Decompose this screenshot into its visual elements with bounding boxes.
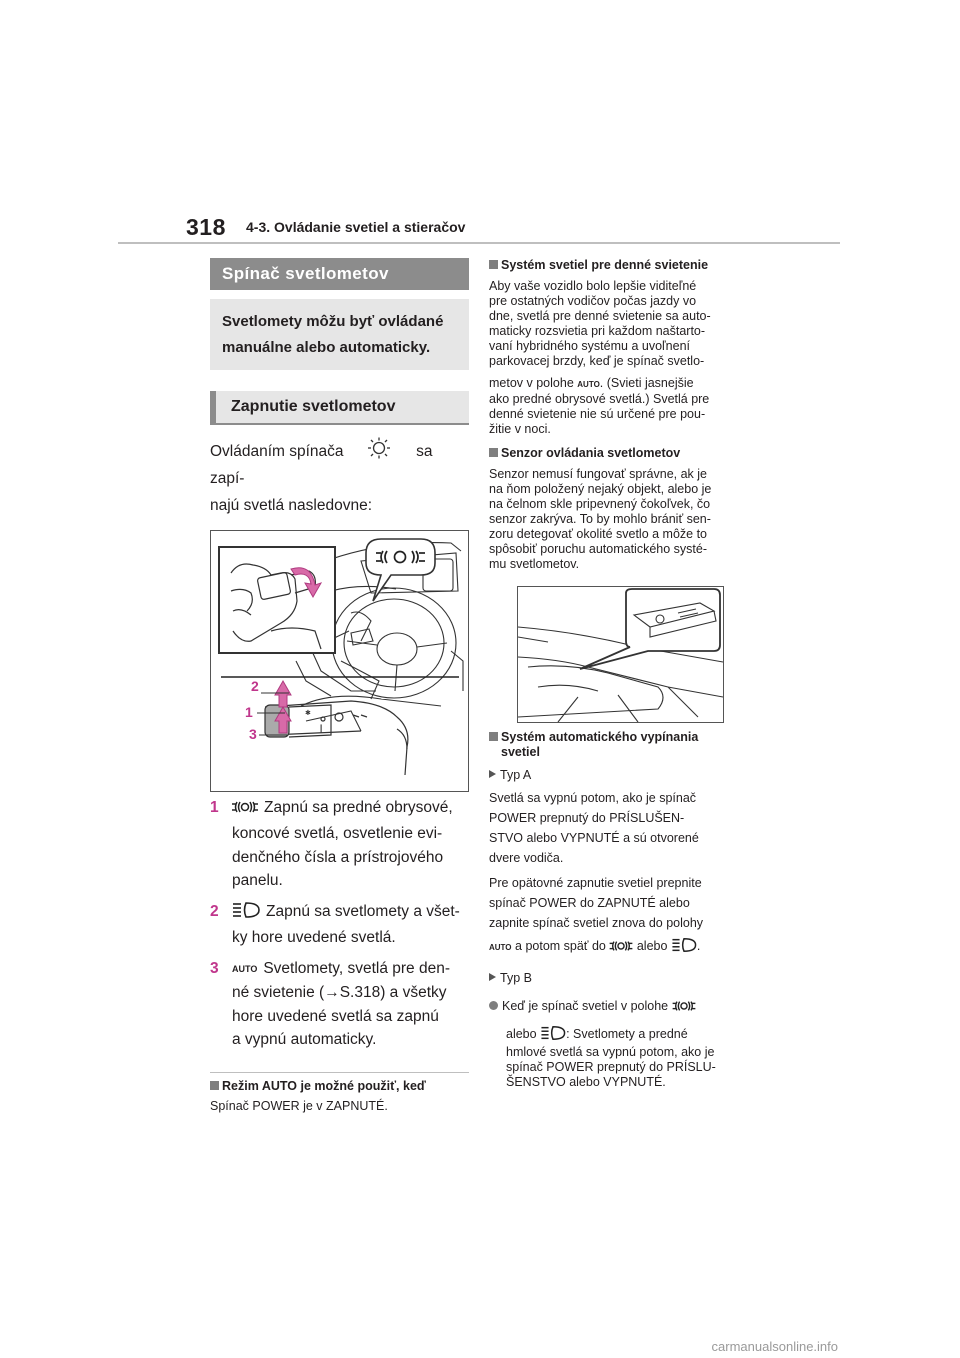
chapter-title: 4-3. Ovládanie svetiel a stieračov [246, 219, 466, 235]
drl-line: parkovacej brzdy, keď je spínač svetlo- [489, 354, 705, 368]
sensor-line: senzor zakrýva. To by mohlo brániť sen- [489, 512, 711, 526]
square-bullet-icon [489, 448, 498, 457]
type-a-line: STVO alebo VYPNUTÉ a sú otvorené [489, 831, 699, 845]
drl-line: dne, svetlá pre denné svietenie sa auto- [489, 309, 711, 323]
type-b-bullet [489, 999, 757, 1090]
bullet-line-b: alebo [506, 1027, 537, 1041]
item-1-number: 1 [210, 798, 219, 816]
item-1-line-2: koncové svetlá, osvetlenie evi- [232, 825, 443, 842]
note-title [210, 1079, 469, 1094]
triangle-bullet-icon [489, 770, 496, 778]
section-title: Zapnutie svetlometov [210, 391, 469, 425]
bullet-line-a: Keď je spínač svetiel v polohe [502, 999, 669, 1013]
headlight-icon [671, 937, 697, 959]
parking-lights-icon [672, 999, 696, 1017]
drl-line: denné svietenie nie sú určené pre pou- [489, 407, 706, 421]
box-title: Spínač svetlometov [210, 258, 469, 290]
headlight-icon [540, 1025, 566, 1045]
item-1 [210, 796, 469, 893]
sensor-line: na ňom položený nejaký objekt, alebo je [489, 482, 712, 496]
type-a-line: dvere vodiča. [489, 851, 564, 865]
light-sensor-figure [517, 586, 724, 723]
drl-line: ako predné obrysové svetlá.) Svetlá pre [489, 392, 710, 406]
drl-title-text: Systém svetiel pre denné svietenie [501, 258, 709, 272]
box-intro: Svetlomety môžu byť ovládané manuálne alebo automaticky. [210, 299, 469, 370]
item-3-line-2: né svietenie (→S.318) a všetky [232, 984, 447, 1001]
reset-line: spínač POWER do ZAPNUTÉ alebo [489, 896, 690, 910]
sensor-line: na čelnom skle pripevnený čokoľvek, čo [489, 497, 711, 511]
drl-line: maticky rozsvietia pri každom naštarto- [489, 324, 706, 338]
svg-text:✱: ✱ [305, 709, 311, 717]
item-1-line-1: Zapnú sa predné obrysové, [264, 798, 453, 816]
sensor-line: mu svetlometov. [489, 557, 580, 571]
bullet-line: ŠENSTVO alebo VYPNUTÉ. [506, 1075, 666, 1089]
figure-label-3: 3 [249, 725, 257, 742]
drl-line: vaní hybridného systému a uvoľnení [489, 339, 690, 353]
sensor-title-text: Senzor ovládania svetlometov [501, 446, 681, 460]
square-bullet-icon [489, 260, 498, 269]
item-3-line-3: hore uvedené svetlá sa zapnú [232, 1007, 439, 1025]
round-bullet-icon [489, 1001, 498, 1010]
item-3 [210, 957, 469, 1052]
drl-line: Aby vaše vozidlo bolo lepšie viditeľné [489, 279, 697, 293]
item-3-number: 3 [210, 959, 219, 977]
sun-outline-icon [366, 437, 392, 467]
item-3-line-4: a vypnú automaticky. [232, 1031, 377, 1048]
type-a-text: Typ A [500, 768, 532, 782]
square-bullet-icon [489, 732, 498, 741]
bullet-line: spínač POWER prepnutý do PRÍSLU- [506, 1060, 716, 1074]
svg-text:┃: ┃ [319, 725, 324, 733]
parking-lights-icon [232, 799, 258, 823]
type-a-line: Svetlá sa vypnú potom, ako je spínač [489, 791, 697, 805]
auto-icon: AUTO [489, 943, 512, 952]
intro-a: Ovládaním spínača [210, 443, 344, 460]
drl-line: pre ostatných vodičov počas jazdy vo [489, 294, 697, 308]
item-2-line-1: Zapnú sa svetlomety a všet- [266, 902, 460, 920]
auto-off-title [489, 730, 757, 760]
headlight-switch-illustration [211, 531, 468, 791]
drl-line-auto-b: . (Svieti jasnejšie [599, 376, 694, 390]
note-rule [210, 1072, 469, 1073]
right-column [489, 258, 757, 1090]
sensor-line: spôsobiť poruchu automatického systé- [489, 542, 707, 556]
page-number: 318 [186, 214, 226, 240]
type-a-body [489, 788, 757, 868]
type-a-line: POWER prepnutý do PRÍSLUŠEN- [489, 811, 685, 825]
type-a-heading [489, 768, 757, 783]
note-title-text: Režim AUTO je možné použiť, keď [222, 1078, 426, 1093]
auto-icon: AUTO [577, 380, 600, 389]
figure-label-2: 2 [251, 677, 259, 694]
left-column [210, 258, 469, 1114]
intro-text [210, 437, 469, 490]
reset-last-line: AUTO a potom späť do alebo . [489, 936, 757, 959]
item-1-line-4: panelu. [232, 872, 283, 889]
type-b-heading [489, 971, 757, 986]
header-rule [118, 242, 840, 244]
sensor-body [489, 467, 757, 572]
parking-lights-icon [609, 939, 633, 959]
sensor-line: Senzor nemusí fungovať správne, ak je [489, 467, 708, 481]
sensor-line: zoru detegovať okolité svetlo a môže to [489, 527, 708, 541]
drl-line-auto [489, 376, 757, 392]
bullet-line: hmlové svetlá sa vypnú potom, ako je [506, 1045, 715, 1059]
auto-icon: AUTO [232, 963, 258, 974]
item-1-line-3: denčného čísla a prístrojového [232, 848, 444, 866]
note-text: Spínač POWER je v ZAPNUTÉ. [210, 1098, 388, 1113]
square-bullet-icon [210, 1081, 219, 1090]
headlight-switch-figure [210, 530, 469, 792]
item-2 [210, 900, 469, 950]
reset-body [489, 873, 757, 959]
reset-line: Pre opätovné zapnutie svetiel prepnite [489, 876, 702, 890]
intro-c: najú svetlá nasledovne: [210, 497, 373, 514]
item-3-line-1: Svetlomety, svetlá pre den- [263, 959, 451, 977]
item-2-line-2: ky hore uvedené svetlá. [232, 929, 396, 946]
type-b-text: Typ B [500, 971, 532, 985]
drl-body [489, 279, 757, 437]
figure-label-1: 1 [245, 703, 253, 720]
triangle-bullet-icon [489, 973, 496, 981]
headlight-icon [232, 901, 260, 927]
drl-line: žitie v noci. [489, 422, 551, 436]
sensor-title [489, 446, 757, 461]
reset-last-a: a potom späť do [515, 939, 606, 953]
bullet-line-c: : Svetlomety a predné [566, 1027, 688, 1041]
watermark: carmanualsonline.info [711, 1339, 838, 1354]
intro-b: sa zapí- [210, 443, 433, 487]
drl-line-auto-a: metov v polohe [489, 376, 574, 390]
auto-off-title-line-1: Systém automatického vypínania [501, 730, 699, 744]
reset-last-b: alebo [636, 939, 668, 953]
auto-off-title-line-2: svetiel [501, 745, 540, 759]
item-2-number: 2 [210, 902, 219, 920]
reset-line: zapnite spínač svetiel znova do polohy [489, 916, 704, 930]
light-sensor-illustration [518, 587, 723, 722]
drl-title [489, 258, 757, 273]
